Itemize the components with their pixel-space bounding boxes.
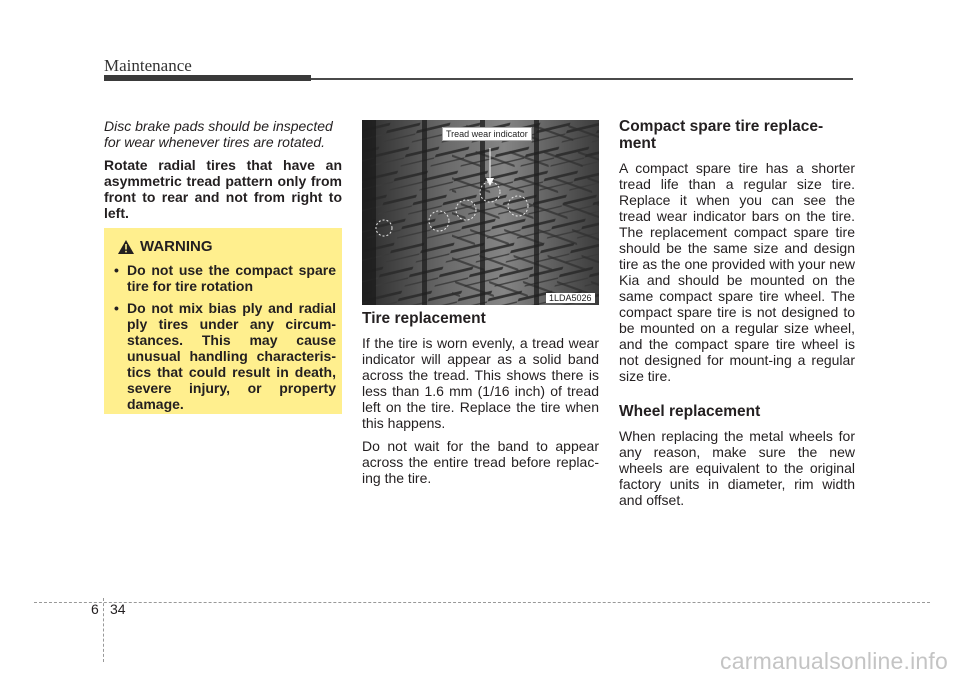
left-column	[104, 118, 342, 221]
warning-list	[114, 262, 336, 418]
tire-replacement-paragraph: If the tire is worn evenly, a tread wear indicator will appear as a solid band across the tread. This shows there is less than 1.6 mm (1/16 inch) of tread left on the tire. Replace the tire when this happens.	[362, 335, 599, 431]
watermark: carmanualsonline.info	[720, 648, 948, 674]
wheel-replacement-heading: Wheel replacement	[619, 403, 761, 420]
figure-code: 1LDA5026	[546, 293, 595, 303]
page-number: 34	[110, 601, 126, 617]
tire-tread-photo	[362, 120, 599, 305]
header-rule	[311, 78, 853, 80]
warning-item	[114, 300, 336, 412]
footer-rule	[34, 602, 930, 603]
warning-item	[114, 262, 336, 294]
disc-brake-note: Disc brake pads should be inspected for wear whenever tires are rotated.	[104, 118, 333, 150]
tire-replacement-paragraph: Do not wait for the band to appear across the entire tread before replac-ing the tire.	[362, 438, 599, 486]
page-header-title: Maintenance	[104, 56, 192, 75]
warning-triangle-icon	[118, 240, 134, 254]
compact-spare-paragraph: A compact spare tire has a shorter tread life than a regular size tire. Replace it when you can see the tread wear indicator bars on the tire. The replacement compact spare tire should be the same size and design tire as the one provided with your new Kia and should be mounted on the same compact spare tire wheel. The compact spare tire is not designed to be mounted on a regular size wheel, and the compact spare tire wheel is not designed for mount-ing a regular size tire.	[619, 160, 855, 384]
tire-replacement-heading: Tire replacement	[362, 310, 486, 327]
header-bar-accent	[104, 75, 311, 81]
warning-box	[104, 228, 342, 414]
footer-divider	[103, 598, 104, 662]
bullet: •	[114, 262, 119, 278]
tire-tread-illustration	[362, 120, 599, 305]
rotation-instruction: Rotate radial tires that have an asymmetric tread pattern only from front to rear and not from right to left.	[104, 157, 342, 221]
warning-heading	[118, 238, 213, 255]
warning-title: WARNING	[140, 238, 213, 255]
compact-spare-heading: Compact spare tire replace-ment	[619, 118, 824, 152]
tread-wear-indicator-label: Tread wear indicator	[442, 127, 532, 141]
warning-item-text: Do not mix bias ply and radial ply tires under any circum-stances. This may cause unusual handling characteris-tics that could result in death, severe injury, or property damage.	[127, 300, 336, 412]
bullet: •	[114, 300, 119, 316]
wheel-replacement-paragraph: When replacing the metal wheels for any reason, make sure the new wheels are equivalent to the original factory units in diameter, rim width and offset.	[619, 428, 855, 508]
right-column	[619, 118, 855, 515]
warning-item-text: Do not use the compact spare tire for tire rotation	[127, 262, 336, 294]
middle-column	[362, 310, 599, 493]
chapter-number: 6	[91, 601, 99, 617]
